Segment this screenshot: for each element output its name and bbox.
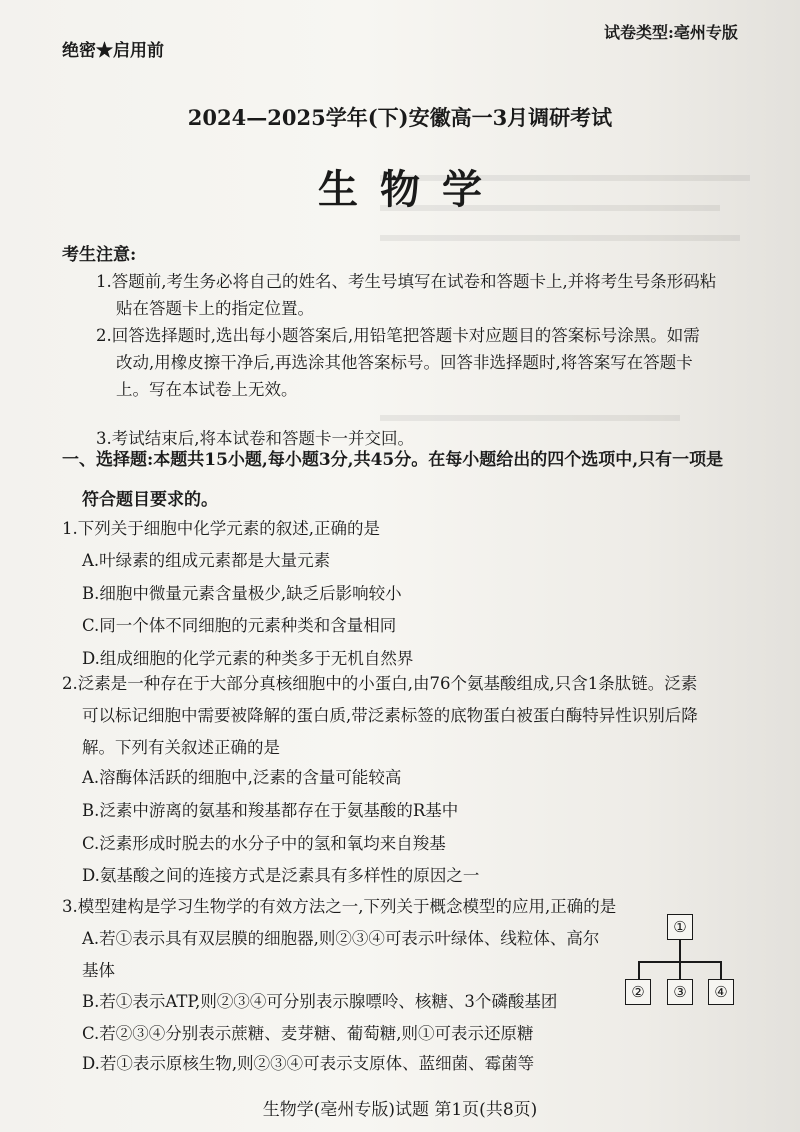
- question-3-option-a: A.若①表示具有双层膜的细胞器,则②③④可表示叶绿体、线粒体、高尔: [82, 929, 600, 948]
- question-2-option-b: B.泛素中游离的氨基和羧基都存在于氨基酸的R基中: [82, 801, 459, 820]
- question-2-option-c: C.泛素形成时脱去的水分子中的氢和氧均来自羧基: [82, 834, 446, 853]
- question-2-stem: 可以标记细胞中需要被降解的蛋白质,带泛素标签的底物蛋白被蛋白酶特异性识别后降: [82, 706, 698, 725]
- question-3-option-c: C.若②③④分别表示蔗糖、麦芽糖、葡萄糖,则①可表示还原糖: [82, 1024, 534, 1043]
- question-2-stem: 解。下列有关叙述正确的是: [82, 738, 280, 757]
- question-3-option-a-cont: 基体: [82, 961, 115, 980]
- section-heading-cont: 符合题目要求的。: [82, 490, 218, 510]
- question-2-option-d: D.氨基酸之间的连接方式是泛素具有多样性的原因之一: [82, 866, 480, 885]
- question-2-stem: 2.泛素是一种存在于大部分真核细胞中的小蛋白,由76个氨基酸组成,只含1条肽链。泛素: [62, 674, 698, 693]
- notice-heading: 考生注意:: [62, 245, 137, 265]
- confidential-label: 绝密★启用前: [62, 41, 164, 61]
- diagram-box-top: ①: [667, 914, 693, 940]
- diagram-connector: [679, 961, 681, 979]
- diagram-box-child: ③: [667, 979, 693, 1005]
- exam-title: 2024—2025学年(下)安徽高一3月调研考试: [187, 105, 613, 130]
- subject-title: 生物学: [318, 166, 504, 213]
- notice-line: 2.回答选择题时,选出每小题答案后,用铅笔把答题卡对应题目的答案标号涂黑。如需: [96, 326, 700, 345]
- question-1-stem: 1.下列关于细胞中化学元素的叙述,正确的是: [62, 519, 380, 538]
- question-3-option-b: B.若①表示ATP,则②③④可分别表示腺嘌呤、核糖、3个磷酸基团: [82, 992, 558, 1011]
- question-1-option-a: A.叶绿素的组成元素都是大量元素: [82, 551, 331, 570]
- question-1-option-b: B.细胞中微量元素含量极少,缺乏后影响较小: [82, 584, 402, 603]
- section-heading: 一、选择题:本题共15小题,每小题3分,共45分。在每小题给出的四个选项中,只有一项是: [62, 450, 724, 470]
- question-3-stem: 3.模型建构是学习生物学的有效方法之一,下列关于概念模型的应用,正确的是: [62, 897, 617, 916]
- diagram-connector: [720, 961, 722, 979]
- notice-line: 改动,用橡皮擦干净后,再选涂其他答案标号。回答非选择题时,将答案写在答题卡: [116, 353, 693, 372]
- diagram-connector: [679, 940, 681, 961]
- notice-line: 3.考试结束后,将本试卷和答题卡一并交回。: [96, 429, 414, 448]
- question-3-option-d: D.若①表示原核生物,则②③④可表示支原体、蓝细菌、霉菌等: [82, 1054, 535, 1073]
- notice-line: 上。写在本试卷上无效。: [116, 380, 298, 399]
- question-1-option-c: C.同一个体不同细胞的元素种类和含量相同: [82, 616, 397, 635]
- question-1-option-d: D.组成细胞的化学元素的种类多于无机自然界: [82, 649, 414, 668]
- diagram-box-child: ②: [625, 979, 651, 1005]
- concept-model-diagram: [620, 914, 760, 1014]
- notice-line: 1.答题前,考生务必将自己的姓名、考生号填写在试卷和答题卡上,并将考生号条形码粘: [96, 272, 717, 291]
- diagram-box-child: ④: [708, 979, 734, 1005]
- question-2-option-a: A.溶酶体活跃的细胞中,泛素的含量可能较高: [82, 768, 402, 787]
- notice-line: 贴在答题卡上的指定位置。: [116, 299, 314, 318]
- page-footer: 生物学(亳州专版)试题 第1页(共8页): [262, 1100, 538, 1120]
- diagram-connector: [638, 961, 640, 979]
- paper-type-label: 试卷类型:亳州专版: [604, 23, 738, 42]
